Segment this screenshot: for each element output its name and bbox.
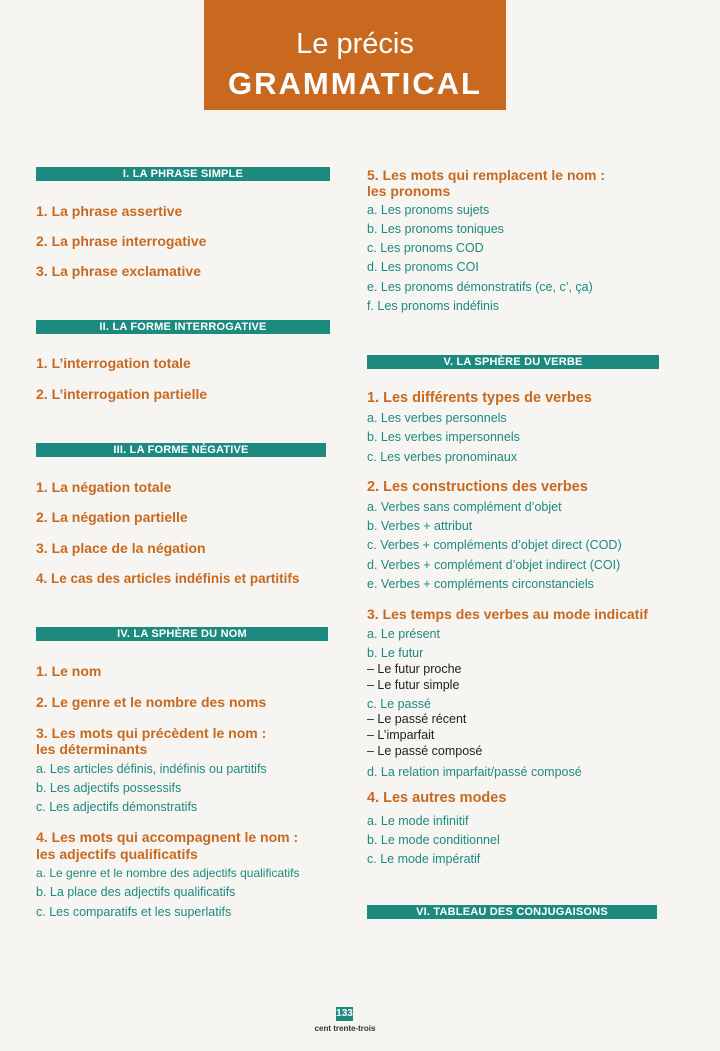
- s4-item-3-sub-c: c. Les adjectifs démonstratifs: [36, 800, 198, 814]
- section-banner-1: I. LA PHRASE SIMPLE: [36, 167, 330, 181]
- s5-item-3-c-dash-2: – L’imparfait: [367, 728, 435, 742]
- s2-item-1: 1. L’interrogation totale: [36, 355, 191, 371]
- section-banner-5: V. LA SPHÈRE DU VERBE: [367, 355, 659, 369]
- s5-item-3-sub-d: d. La relation imparfait/passé composé: [367, 765, 582, 779]
- s5-item-4-sub-b: b. Le mode conditionnel: [367, 833, 500, 847]
- s5-item-3-sub-b: b. Le futur: [367, 646, 424, 660]
- s4-item-5-sub-e: e. Les pronoms démonstratifs (ce, c’, ça): [367, 280, 593, 294]
- s5-item-1-sub-b: b. Les verbes impersonnels: [367, 430, 520, 444]
- s4-item-4-sub-b: b. La place des adjectifs qualificatifs: [36, 885, 236, 899]
- s4-item-3-sub-b: b. Les adjectifs possessifs: [36, 781, 182, 795]
- s4-item-4-sub-a: a. Le genre et le nombre des adjectifs qualificatifs: [36, 866, 300, 880]
- title-block: [204, 0, 506, 110]
- s4-item-3-line-2: les déterminants: [36, 741, 148, 757]
- s1-item-3: 3. La phrase exclamative: [36, 263, 201, 279]
- s5-item-2-sub-a: a. Verbes sans complément d’objet: [367, 500, 562, 514]
- s5-item-2-sub-e: e. Verbes + compléments circonstanciels: [367, 577, 594, 591]
- s1-item-2: 2. La phrase interrogative: [36, 233, 207, 249]
- s5-item-4: 4. Les autres modes: [367, 790, 507, 806]
- s4-item-5-line-2: les pronoms: [367, 183, 451, 199]
- s4-item-3-sub-a: a. Les articles définis, indéfinis ou partitifs: [36, 762, 267, 776]
- s4-item-5-sub-a: a. Les pronoms sujets: [367, 203, 490, 217]
- s4-item-5-sub-c: c. Les pronoms COD: [367, 241, 484, 255]
- s3-item-1: 1. La négation totale: [36, 479, 172, 495]
- s5-item-1-sub-a: a. Les verbes personnels: [367, 411, 507, 425]
- s5-item-3-b-dash-1: – Le futur proche: [367, 662, 462, 676]
- s5-item-4-sub-a: a. Le mode infinitif: [367, 814, 469, 828]
- s3-item-3: 3. La place de la négation: [36, 540, 206, 556]
- s1-item-1: 1. La phrase assertive: [36, 203, 183, 219]
- s5-item-3-sub-c: c. Le passé: [367, 697, 431, 711]
- title-line-2: GRAMMATICAL: [228, 66, 482, 101]
- s5-item-3-c-dash-3: – Le passé composé: [367, 744, 483, 758]
- s5-item-2-sub-b: b. Verbes + attribut: [367, 519, 473, 533]
- section-banner-2: II. LA FORME INTERROGATIVE: [36, 320, 330, 334]
- s3-item-2: 2. La négation partielle: [36, 509, 188, 525]
- s5-item-3-sub-a: a. Le présent: [367, 627, 440, 641]
- s4-item-2: 2. Le genre et le nombre des noms: [36, 694, 267, 710]
- s5-item-3-b-dash-2: – Le futur simple: [367, 678, 460, 692]
- s4-item-1: 1. Le nom: [36, 663, 102, 679]
- section-banner-3: III. LA FORME NÉGATIVE: [36, 443, 326, 457]
- s5-item-3: 3. Les temps des verbes au mode indicatif: [367, 606, 648, 622]
- s4-item-5-line-1: 5. Les mots qui remplacent le nom :: [367, 167, 606, 183]
- section-banner-6: VI. TABLEAU DES CONJUGAISONS: [367, 905, 657, 919]
- s5-item-2-sub-c: c. Verbes + compléments d’objet direct (COD): [367, 538, 622, 552]
- s2-item-2: 2. L’interrogation partielle: [36, 386, 208, 402]
- s4-item-5-sub-d: d. Les pronoms COI: [367, 260, 479, 274]
- s5-item-2: 2. Les constructions des verbes: [367, 479, 588, 495]
- title-line-1: Le précis: [296, 28, 414, 60]
- s4-item-4-sub-c: c. Les comparatifs et les superlatifs: [36, 905, 232, 919]
- s5-item-3-c-dash-1: – Le passé récent: [367, 712, 467, 726]
- s3-item-4: 4. Le cas des articles indéfinis et partitifs: [36, 571, 300, 586]
- s4-item-5-sub-f: f. Les pronoms indéfinis: [367, 299, 500, 313]
- s5-item-1: 1. Les différents types de verbes: [367, 390, 592, 406]
- page-number-words: cent trente-trois: [314, 1024, 376, 1033]
- s4-item-4-line-1: 4. Les mots qui accompagnent le nom :: [36, 829, 299, 845]
- s4-item-5-sub-b: b. Les pronoms toniques: [367, 222, 504, 236]
- s4-item-3-line-1: 3. Les mots qui précèdent le nom :: [36, 725, 267, 741]
- page-number: 133: [336, 1008, 353, 1019]
- s5-item-2-sub-d: d. Verbes + complément d’objet indirect (COI): [367, 558, 621, 572]
- s5-item-4-sub-c: c. Le mode impératif: [367, 852, 481, 866]
- s5-item-1-sub-c: c. Les verbes pronominaux: [367, 450, 518, 464]
- section-banner-4: IV. LA SPHÈRE DU NOM: [36, 627, 328, 641]
- s4-item-4-line-2: les adjectifs qualificatifs: [36, 846, 198, 862]
